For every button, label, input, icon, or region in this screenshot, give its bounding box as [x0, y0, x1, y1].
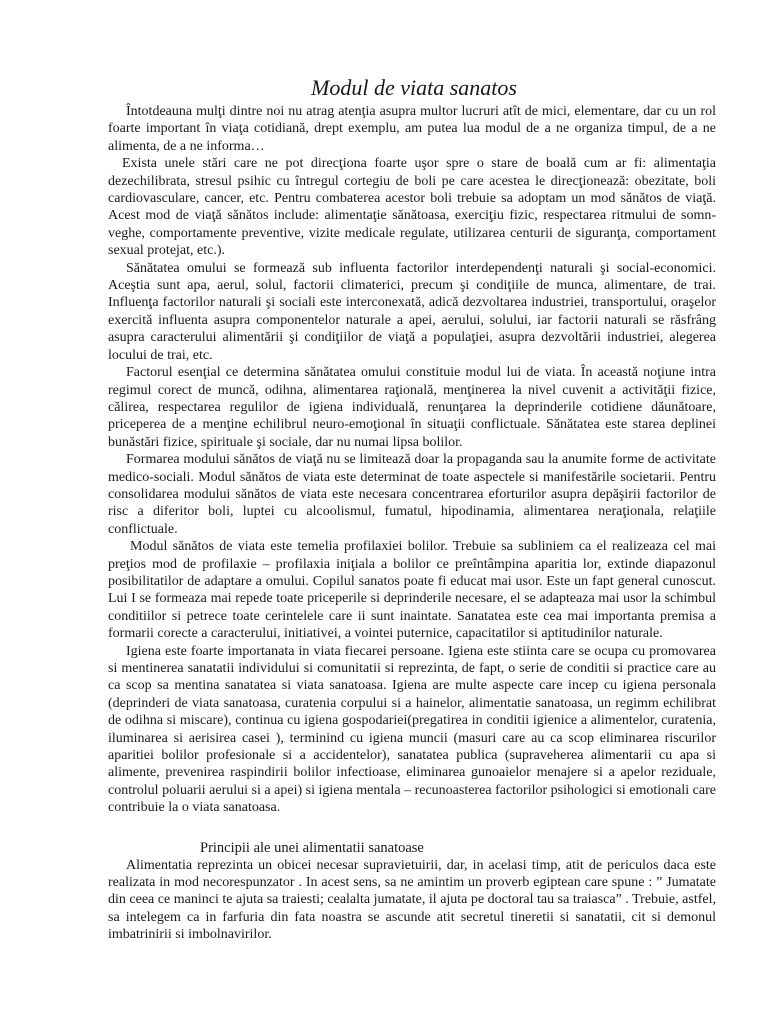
- document-body: [108, 103, 716, 944]
- paragraph-lifestyle: Factorul esenţial ce determina sănătatea omului constituie modul lui de viata. În această noţiune intra regimul corect de muncă, odihna, alimentarea raţională, menţinerea la nivel cuvenit a activităţii fizice, călirea, respectarea regulilor de igiena individuală, renunţarea la deprinderile cotidiene dăunătoare, priceperea de a menţine echilibrul neuro-emoţional în situaţii conflictuale. Sănătatea este starea deplinei bunăstări fizice, spirituale şi sociale, dar nu numai lipsa bolilor.: [108, 365, 716, 450]
- paragraph-prophylaxis: Modul sănătos de viata este temelia profilaxiei bolilor. Trebuie sa subliniem ca el realizeaza cel mai preţios mod de profilaxie – profilaxia iniţiala a bolilor ce preîntâmpina aparitia lor, extinde diapazonul posibilitatilor de adaptare a omului. Copilul sanatos poate fi educat mai usor. Este un fapt general cunoscut. Lui I se formeaza mai repede toate priceperile si deprinderile necesare, el se adapteaza mai usor la schimbul conditiilor si petrece toate cerintelele care ii sunt inaintate. Sanatatea este cea mai importanta premisa a formarii corecte a caracterului, initiativei, a vointei puternice, capacitatilor si aptitudinilor naturale.: [108, 539, 716, 642]
- paragraph-healthy-lifestyle-formation: Formarea modului sănătos de viaţă nu se limitează doar la propaganda sau la anumite forme de activitate medico-sociali. Modul sănătos de viata este determinat de toate aspectele si manifestările societarii. Pentru consolidarea modului sănătos de viata este necesara concentrarea eforturilor asupra depăşirii factorilor de risc a diferitor boli, luptei cu alcoolismul, fumatul, hipodinamia, alimentarea neraţionala, relaţiile conflictuale.: [108, 452, 716, 537]
- paragraph-health-factors: Sănătatea omului se formează sub influenta factorilor interdependenţi naturali şi social-economici. Aceştia sunt apa, aerul, solul, factorii climaterici, precum şi condiţiile de munca, alimentare, de trai. Influenţa factorilor naturali şi sociali este interconexată, adică dezvoltarea industriei, transportului, oraşelor exercită influenta asupra componentelor naturale a apei, aerului, solului, iar factorii naturali se răsfrâng asupra caracterului alimentării şi condiţiilor de viaţă a populaţiei, asupra dezvoltării industriei, alegerea locului de trai, etc.: [108, 260, 716, 363]
- paragraph-hygiene: Igiena este foarte importanata in viata fiecarei persoane. Igiena este stiinta care se ocupa cu promovarea si mentinerea sanatatii individului si comunitatii si reprezinta, de fapt, o serie de conditii si practice care au ca scop sa mentina sanatatea si viata sanatoasa. Igiena are multe aspecte care incep cu igiena personala (deprinderi de viata sanatoasa, curatenia corpului si a hainelor, alimentatie sanatoasa, un regimm echilibrat de odihna si miscare), continua cu igiena gospodariei(pregatirea in conditii igienice a alimentelor, curatenia, iluminarea si aerisirea casei ), terminind cu igiena muncii (masuri care au ca scop eliminarea riscurilor aparitiei bolilor profesionale si a accidentelor), sanatatea publica (supraveherea alimentarii cu apa si alimente, prevenirea raspindirii bolilor infectioase, eliminarea gunoaielor menajere si a apelor reziduale, controlul poluarii aerului si a apei) si igiena mentala – recunoasterea factorilor psihologici si emotionali care contribuie la o viata sanatoasa.: [108, 643, 716, 816]
- paragraph-intro: Întotdeauna mulţi dintre noi nu atrag atenţia asupra multor lucruri atît de mici, elementare, dar cu un rol foarte important în viaţa cotidiană, drept exemplu, am putea lua modul de a ne organiza timpul, de a ne alimenta, de a ne informa…: [108, 104, 716, 154]
- paragraph-nutrition: Alimentatia reprezinta un obicei necesar supravietuirii, dar, in acelasi timp, atit de periculos daca este realizata in mod necorespunzator . In acest sens, sa ne amintim un proverb egiptean care spune : ” Jumatate din ceea ce maninci te ajuta sa traiesti; cealalta jumatate, il ajuta pe doctoral tau sa traiasca” . Trebuie, astfel, sa intelegem ca in farfuria din fata noastra se ascunde atit secretul tineretii si sanatatii, cit si demonul imbatrinirii si imbolnavirilor.: [108, 857, 716, 943]
- paragraph-risk-states: Exista unele stări care ne pot direcţiona foarte uşor spre o stare de boală cum ar fi: alimentaţia dezechilibrata, stresul psihic cu întregul cortegiu de boli pe care acestea le direcţionează: obezitate, boli cardiovasculare, cancer, etc. Pentru combaterea acestor boli trebuie sa adoptam un mod sănătos de viaţă. Acest mod de viaţă sănătos include: alimentaţie sănătoasa, exerciţiu fizic, respectarea ritmului de somn-veghe, comportamente preventive, vizite medicale regulate, utilizarea centurii de siguranţa, comportament sexual protejat, etc.).: [108, 156, 716, 259]
- section-subheading: Principii ale unei alimentatii sanatoase: [200, 839, 424, 856]
- document-title: Modul de viata sanatos: [311, 75, 517, 100]
